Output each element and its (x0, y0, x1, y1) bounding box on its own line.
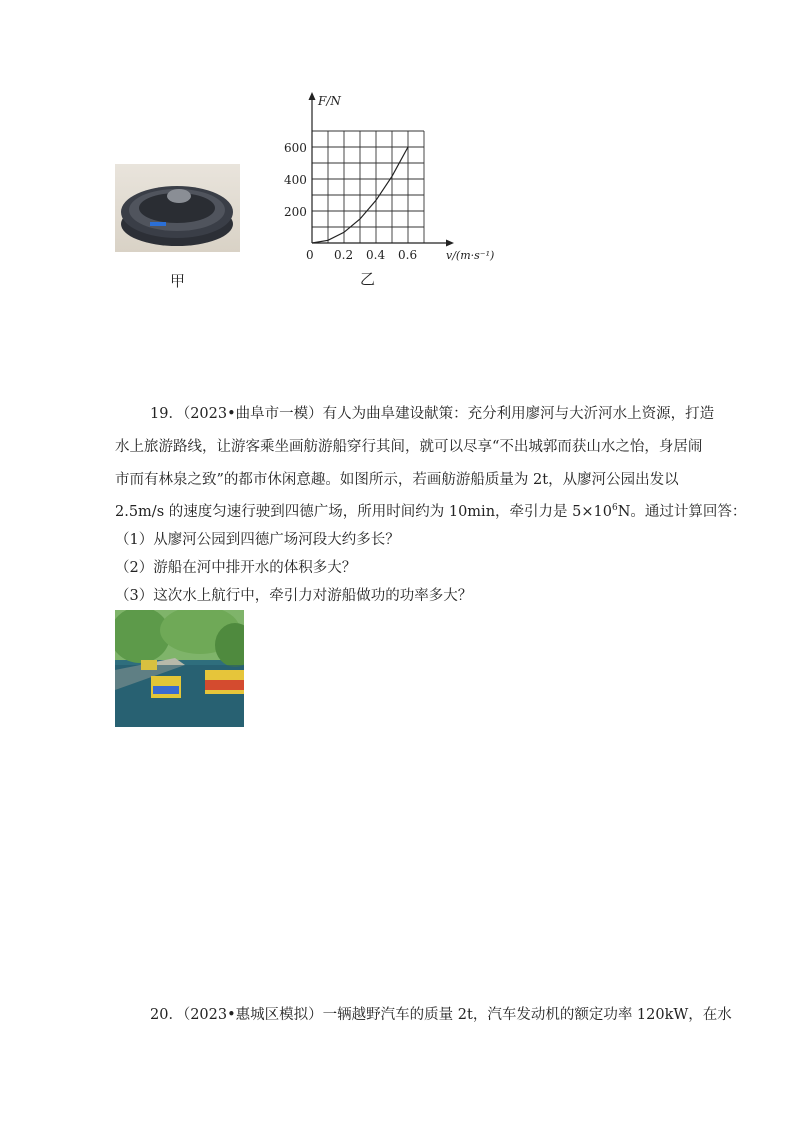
x-tick-0.2: 0.2 (334, 248, 354, 262)
q19-line-1: 19．（2023•曲阜市一模）有人为曲阜建设献策：充分利用廖河与大沂河水上资源，打造 (150, 406, 715, 422)
force-velocity-graph (280, 88, 510, 268)
caption-jia: 甲 (170, 272, 186, 290)
exponent: 6 (611, 503, 618, 514)
y-tick-600: 600 (284, 141, 307, 155)
y-tick-200: 200 (284, 205, 307, 219)
q19-line-3: 市而有林泉之致”的都市休闲意趣。如图所示，若画舫游船质量为 2t，从廖河公园出发以 (115, 472, 679, 488)
q19-sub-3: （3）这次水上航行中，牵引力对游船做功的功率多大？ (115, 588, 473, 604)
q19-line-4a: 2.5m/s 的速度匀速行驶到四德广场，所用时间约为 10min，牵引力是 5×10 (115, 504, 612, 520)
q19-line-4b: N。通过计算回答： (617, 504, 747, 520)
q19-sub-2: （2）游船在河中排开水的体积多大？ (115, 560, 357, 576)
x-axis-label: v/(m·s⁻¹) (446, 249, 495, 262)
robot-vacuum-photo (115, 164, 240, 252)
river-boat-photo (115, 610, 244, 727)
y-tick-400: 400 (284, 173, 307, 187)
y-axis-label: F/N (318, 94, 341, 108)
q20-line-1: 20．（2023•惠城区模拟）一辆越野汽车的质量 2t，汽车发动机的额定功率 120kW，在水 (150, 1007, 732, 1023)
origin-label: 0 (306, 248, 314, 262)
q19-line-2: 水上旅游路线，让游客乘坐画舫游船穿行其间，就可以尽享“不出城郭而获山水之怡，身居闹 (115, 439, 703, 455)
x-tick-0.6: 0.6 (398, 248, 418, 262)
x-tick-0.4: 0.4 (366, 248, 386, 262)
q19-line-4 (115, 500, 746, 521)
q19-sub-1: （1）从廖河公园到四德广场河段大约多长？ (115, 532, 400, 548)
caption-yi: 乙 (360, 270, 376, 288)
